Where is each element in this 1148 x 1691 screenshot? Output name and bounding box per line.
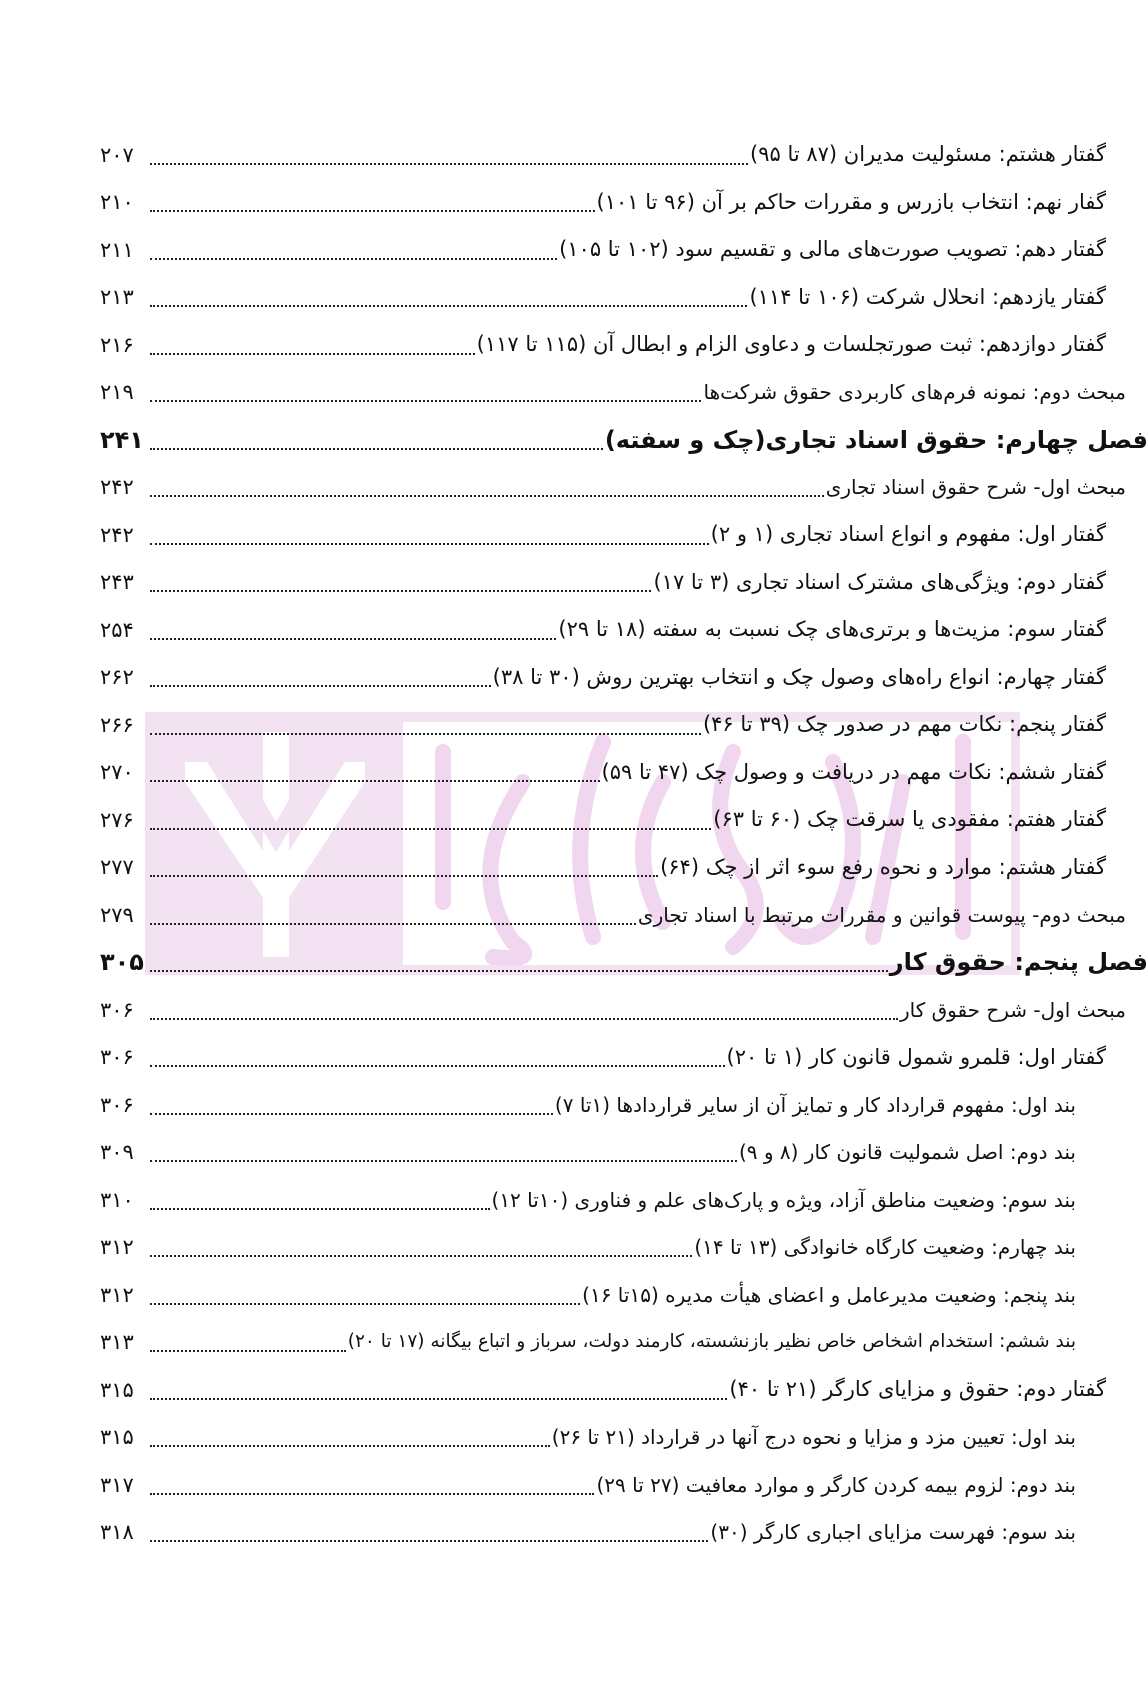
toc-entry-title: بند سوم: فهرست مزایای اجباری کارگر (۳۰): [710, 1520, 1076, 1545]
toc-entry-title: گفتار یازدهم: انحلال شرکت (۱۰۶ تا ۱۱۴): [749, 284, 1106, 309]
toc-page-number: ۳۱۷: [100, 1472, 134, 1497]
toc-page-number: ۳۱۵: [100, 1377, 134, 1402]
toc-entry-title: بند دوم: اصل شمولیت قانون کار (۸ و ۹): [738, 1140, 1076, 1165]
toc-row[interactable]: [0, 1271, 1148, 1319]
toc-page-number: ۲۰۷: [100, 142, 134, 167]
toc-page-number: ۲۶۲: [100, 665, 134, 690]
toc-entry-title: بند ششم: استخدام اشخاص خاص نظیر بازنشسته، کارمند دولت، سرباز و اتباع بیگانه (۱۷ تا ۲۰): [347, 1331, 1076, 1352]
toc-row[interactable]: [0, 369, 1148, 417]
toc-page-number: ۲۴۲: [100, 475, 134, 500]
toc-row[interactable]: [0, 1461, 1148, 1509]
toc-row[interactable]: [0, 321, 1148, 369]
toc-page-number: ۲۴۱: [100, 425, 144, 454]
toc-row[interactable]: [0, 986, 1148, 1034]
dot-leader: [150, 353, 475, 355]
toc-chapter-title: فصل پنجم: حقوق کار: [889, 948, 1148, 977]
toc-row[interactable]: [0, 131, 1148, 179]
dot-leader: [150, 1445, 550, 1447]
toc-page-number: ۳۰۵: [100, 948, 144, 977]
toc-page-number: ۳۱۲: [100, 1235, 134, 1260]
dot-leader: [150, 258, 557, 260]
toc-entry-title: گفتار دوازدهم: ثبت صورتجلسات و دعاوی الزام و ابطال آن (۱۱۵ تا ۱۱۷): [476, 332, 1106, 357]
toc-row[interactable]: [0, 1176, 1148, 1224]
toc-row[interactable]: [0, 274, 1148, 322]
toc-row[interactable]: [0, 1081, 1148, 1129]
toc-page-number: ۲۷۷: [100, 855, 134, 880]
toc-page-number: ۲۱۶: [100, 332, 134, 357]
toc-entry-title: گفار نهم: انتخاب بازرس و مقررات حاکم بر آن (۹۶ تا ۱۰۱): [596, 189, 1106, 214]
dot-leader: [150, 495, 824, 497]
toc-entry-title: گفتار هفتم: مفقودی یا سرقت چک (۶۰ تا ۶۳): [713, 807, 1106, 832]
toc-row[interactable]: [0, 1129, 1148, 1177]
toc-row[interactable]: [0, 796, 1148, 844]
toc-page-number: ۲۱۳: [100, 285, 134, 310]
toc-entry-title: گفتار دوم: حقوق و مزایای کارگر (۲۱ تا ۴۰): [729, 1377, 1106, 1402]
toc-chapter-row[interactable]: [0, 939, 1148, 987]
toc-page-number: ۲۵۴: [100, 617, 134, 642]
toc-entry-title: بند پنجم: وضعیت مدیرعامل و اعضای هیأت مدیره (۱۵تا ۱۶): [582, 1282, 1076, 1307]
dot-leader: [150, 1113, 553, 1115]
dot-leader: [150, 733, 701, 735]
toc-entry-title: گفتار اول: قلمرو شمول قانون کار (۱ تا ۲۰): [726, 1044, 1106, 1069]
toc-entry-title: بند دوم: لزوم بیمه کردن کارگر و موارد معافیت (۲۷ تا ۲۹): [596, 1472, 1076, 1497]
toc-entry-title: گفتار هشتم: موارد و نحوه رفع سوء اثر از چک (۶۴): [660, 854, 1106, 879]
dot-leader: [150, 1303, 580, 1305]
toc-entry-title: گفتار ششم: نکات مهم در دریافت و وصول چک (۴۷ تا ۵۹): [601, 759, 1106, 784]
toc-row[interactable]: [0, 1319, 1148, 1367]
dot-leader: [150, 828, 711, 830]
toc-entry-title: مبحث اول- شرح حقوق اسناد تجاری: [825, 475, 1126, 500]
toc-entry-title: بند اول: تعیین مزد و مزایا و نحوه درج آنها در قرارداد (۲۱ تا ۲۶): [551, 1425, 1076, 1450]
toc-entry-title: گفتار پنجم: نکات مهم در صدور چک (۳۹ تا ۴۶): [702, 712, 1106, 737]
dot-leader: [150, 685, 491, 687]
toc-page-number: ۳۰۶: [100, 997, 134, 1022]
dot-leader: [150, 1350, 346, 1352]
toc-entry-title: گفتار هشتم: مسئولیت مدیران (۸۷ تا ۹۵): [750, 142, 1106, 167]
toc-page-number: ۳۱۰: [100, 1187, 134, 1212]
toc-row[interactable]: [0, 606, 1148, 654]
dot-leader: [150, 543, 709, 545]
toc-row[interactable]: [0, 654, 1148, 702]
toc-row[interactable]: [0, 1509, 1148, 1557]
toc-row[interactable]: [0, 511, 1148, 559]
dot-leader: [150, 1540, 708, 1542]
toc-page-number: ۲۶۶: [100, 712, 134, 737]
toc-page-number: ۳۱۸: [100, 1520, 134, 1545]
toc-row[interactable]: [0, 1366, 1148, 1414]
dot-leader: [150, 448, 603, 450]
toc-page-number: ۲۴۲: [100, 522, 134, 547]
dot-leader: [150, 210, 595, 212]
dot-leader: [150, 1065, 725, 1067]
table-of-contents: [0, 131, 1148, 1556]
toc-entry-title: گفتار سوم: مزیت‌ها و برتری‌های چک نسبت به سفته (۱۸ تا ۲۹): [558, 617, 1106, 642]
toc-entry-title: بند چهارم: وضعیت کارگاه خانوادگی (۱۳ تا ۱۴): [694, 1235, 1076, 1260]
toc-page-number: ۲۷۹: [100, 902, 134, 927]
toc-page-number: ۳۱۳: [100, 1330, 134, 1355]
dot-leader: [150, 400, 701, 402]
dot-leader: [150, 638, 556, 640]
dot-leader: [150, 923, 636, 925]
toc-row[interactable]: [0, 749, 1148, 797]
toc-row[interactable]: [0, 891, 1148, 939]
dot-leader: [150, 1018, 898, 1020]
toc-page-number: ۳۰۶: [100, 1092, 134, 1117]
toc-entry-title: گفتار چهارم: انواع راه‌های وصول چک و انتخاب بهترین روش (۳۰ تا ۳۸): [492, 664, 1106, 689]
toc-page-number: ۲۷۰: [100, 760, 134, 785]
toc-row[interactable]: [0, 559, 1148, 607]
dot-leader: [150, 163, 748, 165]
toc-page-number: ۲۱۹: [100, 380, 134, 405]
toc-chapter-row[interactable]: [0, 416, 1148, 464]
toc-page-number: ۳۱۵: [100, 1425, 134, 1450]
toc-row[interactable]: [0, 464, 1148, 512]
toc-entry-title: گفتار اول: مفهوم و انواع اسناد تجاری (۱ و ۲): [710, 522, 1106, 547]
toc-row[interactable]: [0, 701, 1148, 749]
toc-entry-title: مبحث دوم- پیوست قوانین و مقررات مرتبط با اسناد تجاری: [637, 902, 1126, 927]
toc-row[interactable]: [0, 1034, 1148, 1082]
dot-leader: [150, 1493, 594, 1495]
toc-row[interactable]: [0, 1414, 1148, 1462]
toc-page-number: ۲۱۱: [100, 237, 134, 262]
toc-page-number: ۲۴۳: [100, 570, 134, 595]
toc-entry-title: مبحث اول- شرح حقوق کار: [900, 997, 1126, 1022]
dot-leader: [150, 1160, 737, 1162]
dot-leader: [150, 1398, 727, 1400]
toc-entry-title: مبحث دوم: نمونه فرم‌های کاربردی حقوق شرکت‌ها: [703, 380, 1126, 405]
toc-page-number: ۳۱۲: [100, 1282, 134, 1307]
toc-entry-title: گفتار دوم: ویژگی‌های مشترک اسناد تجاری (۳ تا ۱۷): [653, 569, 1106, 594]
toc-page-number: ۲۱۰: [100, 190, 134, 215]
dot-leader: [150, 1208, 490, 1210]
toc-row[interactable]: [0, 226, 1148, 274]
dot-leader: [150, 875, 658, 877]
toc-page-number: ۲۷۶: [100, 807, 134, 832]
dot-leader: [150, 780, 600, 782]
toc-entry-title: گفتار دهم: تصویب صورت‌های مالی و تقسیم سود (۱۰۲ تا ۱۰۵): [559, 237, 1106, 262]
toc-row[interactable]: [0, 844, 1148, 892]
toc-page-number: ۳۰۶: [100, 1045, 134, 1070]
dot-leader: [150, 970, 888, 972]
toc-row[interactable]: [0, 1224, 1148, 1272]
toc-entry-title: بند اول: مفهوم قرارداد کار و تمایز آن از سایر قراردادها (۱تا ۷): [554, 1092, 1076, 1117]
toc-page-number: ۳۰۹: [100, 1140, 134, 1165]
toc-entry-title: بند سوم: وضعیت مناطق آزاد، ویژه و پارک‌های علم و فناوری (۱۰تا ۱۲): [491, 1187, 1076, 1212]
toc-row[interactable]: [0, 179, 1148, 227]
dot-leader: [150, 590, 651, 592]
dot-leader: [150, 1255, 692, 1257]
toc-chapter-title: فصل چهارم: حقوق اسناد تجاری(چک و سفته): [604, 425, 1148, 454]
dot-leader: [150, 305, 747, 307]
